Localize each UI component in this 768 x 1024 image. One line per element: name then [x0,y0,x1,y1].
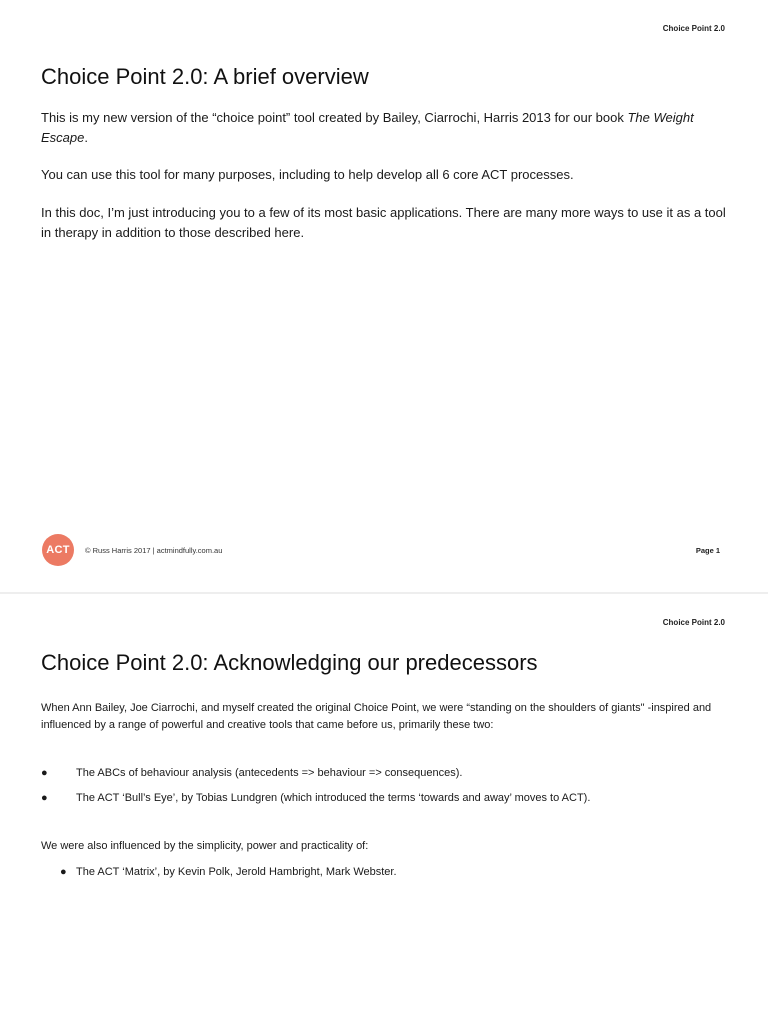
bullet-icon: ● [41,792,48,804]
page-footer [0,534,768,570]
page-title: Choice Point 2.0: Acknowledging our predecessors [41,650,538,675]
paragraph-influences: We were also influenced by the simplicity, power and practicality of: [41,840,369,852]
running-head: Choice Point 2.0 [662,24,725,33]
footer-copyright: © Russ Harris 2017 | actmindfully.com.au [85,546,223,555]
running-head: Choice Point 2.0 [662,618,725,627]
paragraph-applications: In this doc, I’m just introducing you to a few of its most basic applications. There are many more ways to use it as a tool in therapy in addition to those described here. [41,205,726,240]
paragraph-predecessors: When Ann Bailey, Joe Ciarrochi, and myself created the original Choice Point, we were “standing on the shoulders of giants" -inspired and influenced by a range of powerful and creative tools that came before us, primarily these two: [41,702,712,731]
page-number: Page 1 [695,546,720,555]
paragraph-intro-end: . [84,129,88,145]
document-page-2 [0,594,768,1024]
act-logo: ACT [42,534,74,566]
book-title: The Weight Escape [41,110,694,145]
paragraph-intro-text: This is my new version of the “choice point” tool created by Bailey, Ciarrochi, Harris 2013 for our book [41,110,628,125]
bullet-icon: ● [41,767,48,779]
list-item-text: The ABCs of behaviour analysis (antecedents => behaviour => consequences). [76,767,463,779]
list-item-text: The ACT ‘Bull’s Eye’, by Tobias Lundgren (which introduced the terms ‘towards and away’ moves to ACT). [76,792,591,804]
paragraph-purposes: You can use this tool for many purposes, including to help develop all 6 core ACT processes. [41,167,574,182]
bullet-icon: ● [60,866,67,878]
list-item-text: The ACT ‘Matrix’, by Kevin Polk, Jerold Hambright, Mark Webster. [76,866,397,878]
paragraph-intro [41,108,731,147]
page-title: Choice Point 2.0: A brief overview [41,64,369,89]
